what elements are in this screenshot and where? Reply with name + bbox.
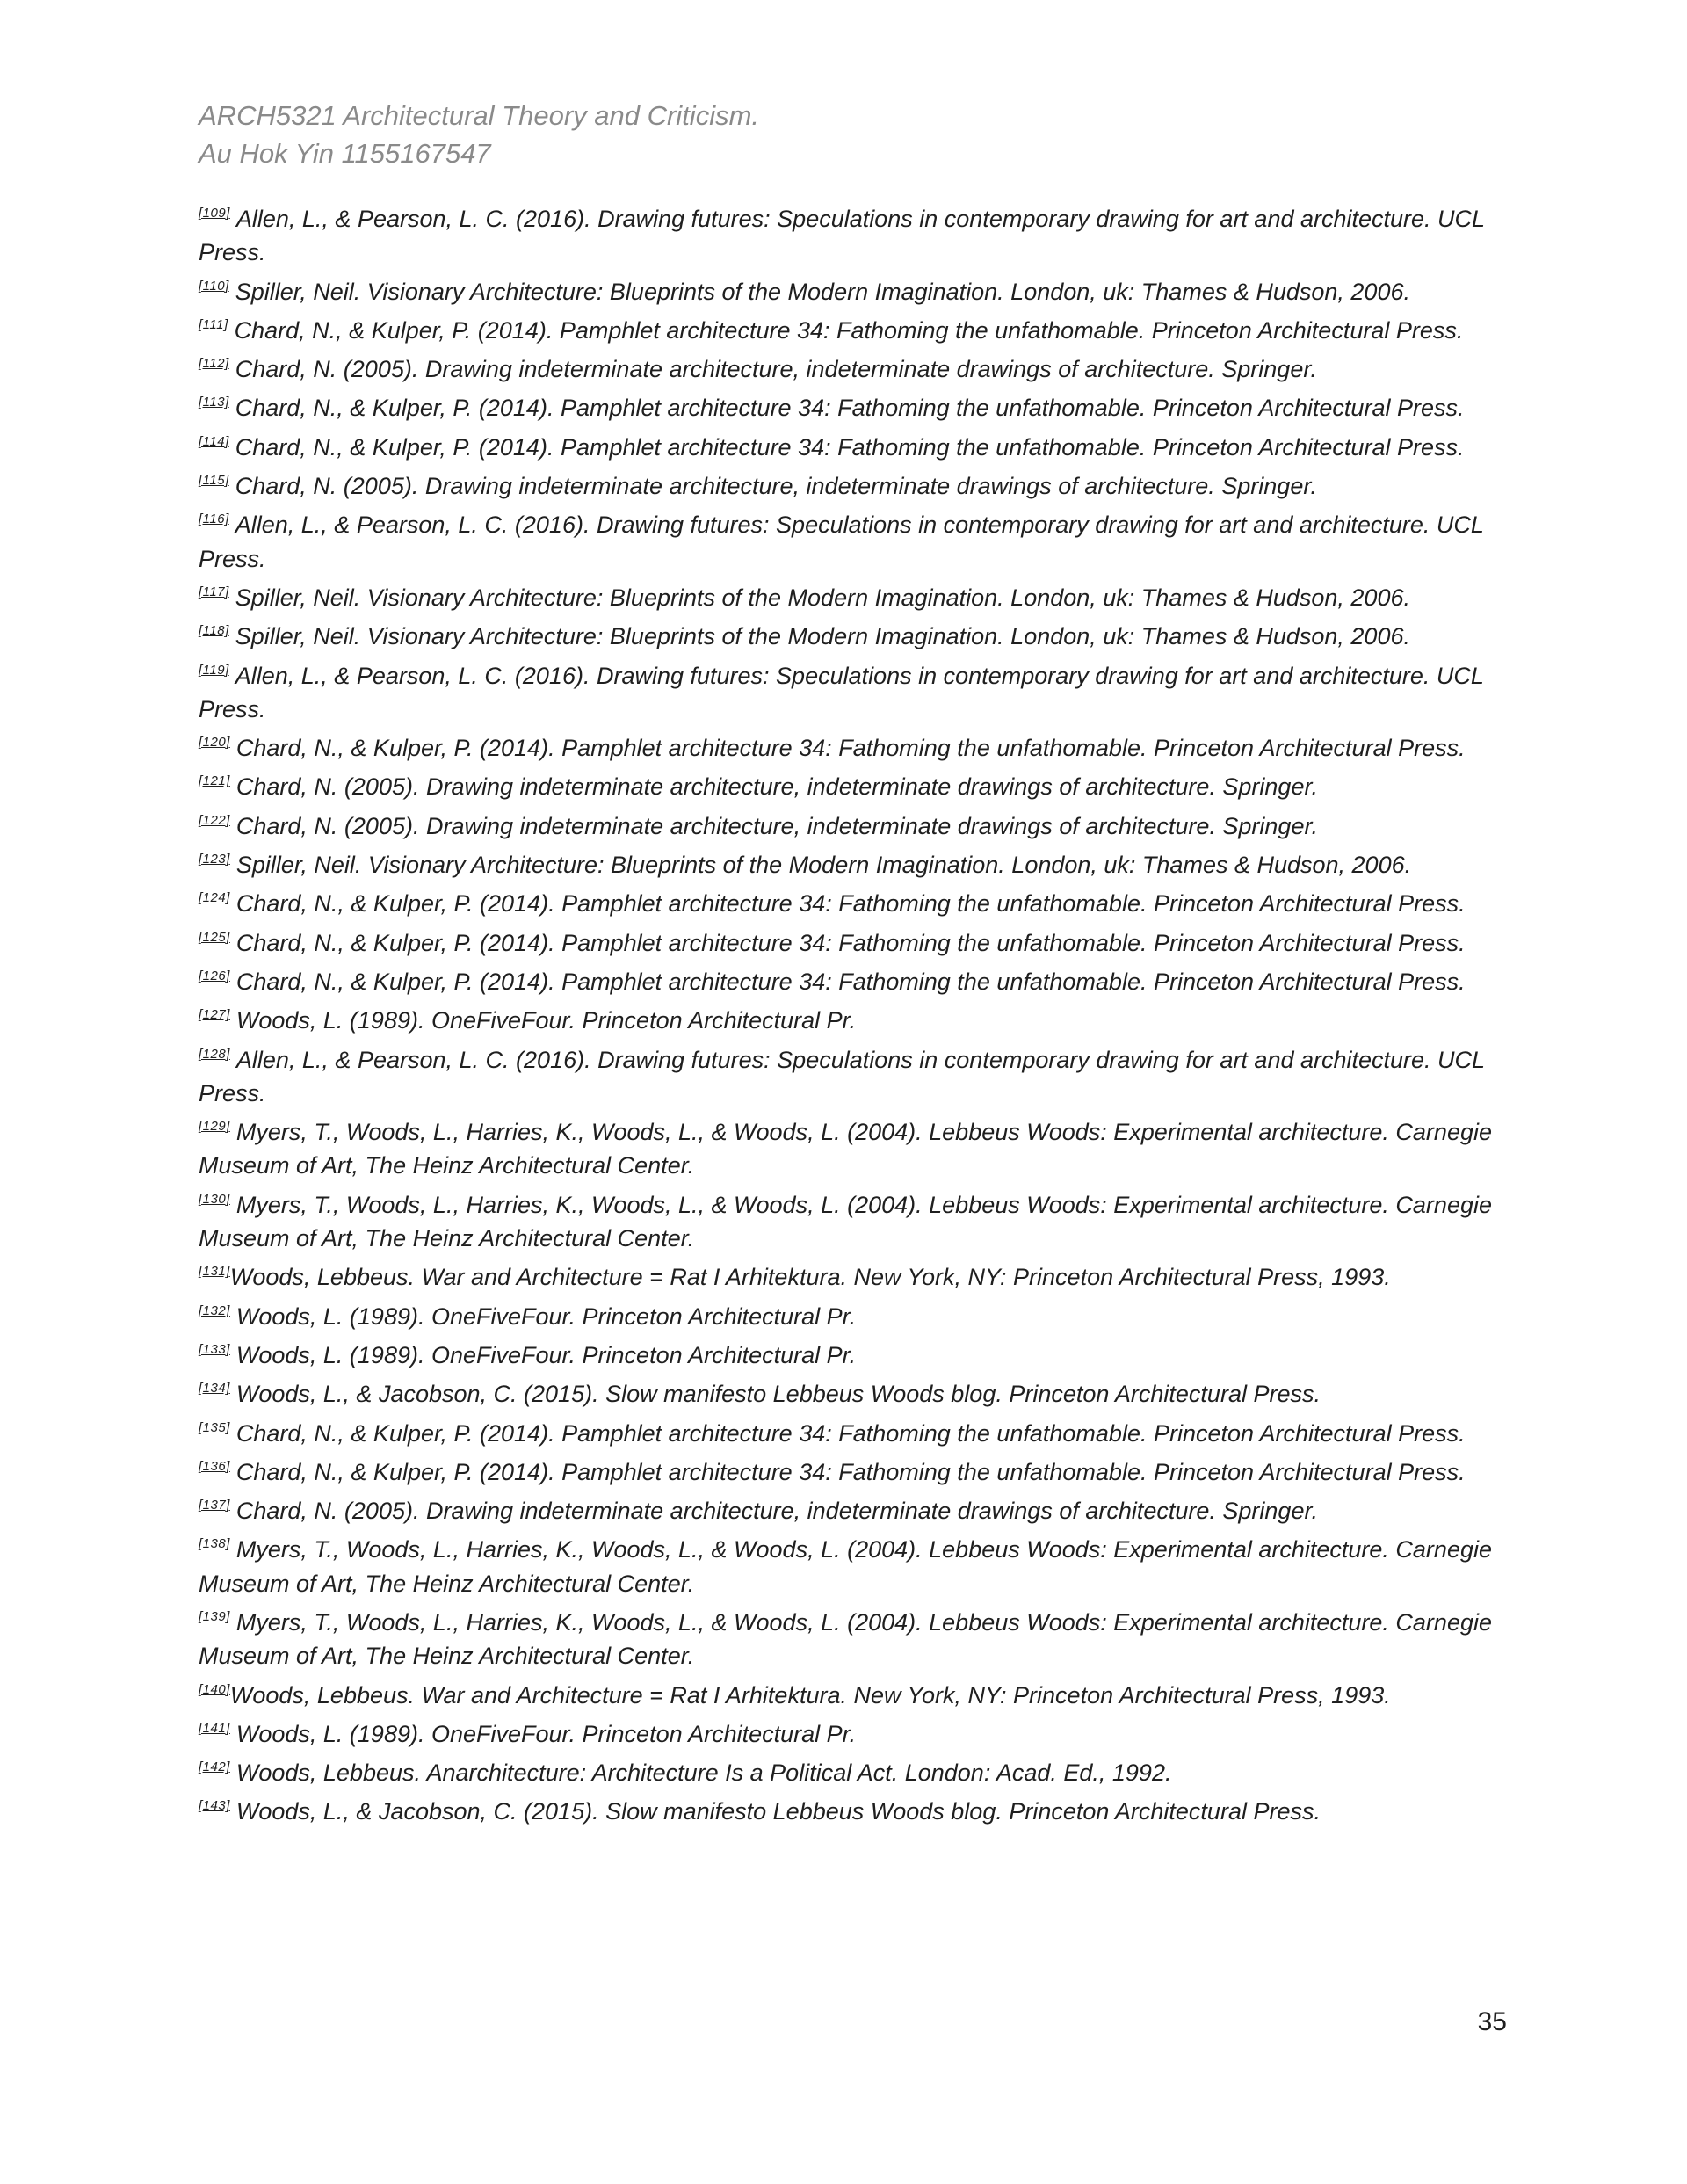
endnote-item (199, 726, 1508, 765)
endnote-number-link[interactable]: [114] (199, 433, 229, 449)
endnote-item (199, 843, 1508, 882)
endnote-number-link[interactable]: [128] (199, 1046, 230, 1062)
endnote-item (199, 1600, 1508, 1673)
endnote-number-link[interactable]: [136] (199, 1458, 230, 1474)
endnote-citation: Chard, N. (2005). Drawing indeterminate architecture, indeterminate drawings of architecture. Springer. (235, 473, 1317, 500)
endnote-item (199, 960, 1508, 998)
endnote-citation: Spiller, Neil. Visionary Architecture: Blueprints of the Modern Imagination. London, uk: Thames & Hudson, 2006. (235, 623, 1410, 650)
endnote-number-link[interactable]: [125] (199, 929, 230, 945)
endnote-number-link[interactable]: [133] (199, 1341, 230, 1357)
endnote-citation: Chard, N., & Kulper, P. (2014). Pamphlet architecture 34: Fathoming the unfathomable. Princeton Architectural Press. (235, 735, 1466, 762)
endnote-item (199, 1372, 1508, 1411)
endnote-item (199, 270, 1508, 308)
endnote-citation: Woods, L. (1989). OneFiveFour. Princeton Architectural Pr. (235, 1302, 857, 1330)
endnote-citation: Woods, Lebbeus. War and Architecture = Rat I Arhitektura. New York, NY: Princeton Architectural Press, 1993. (229, 1681, 1391, 1709)
endnote-item (199, 197, 1508, 270)
endnote-number-link[interactable]: [126] (199, 968, 230, 983)
endnote-number-link[interactable]: [143] (199, 1798, 230, 1814)
endnote-item (199, 1411, 1508, 1450)
endnote-item (199, 1255, 1508, 1294)
endnote-number-link[interactable]: [112] (199, 356, 229, 372)
endnote-citation: Spiller, Neil. Visionary Architecture: Blueprints of the Modern Imagination. London, uk: Thames & Hudson, 2006. (235, 584, 1410, 611)
endnote-item (199, 308, 1508, 347)
endnote-item (199, 1712, 1508, 1751)
endnote-number-link[interactable]: [129] (199, 1119, 230, 1135)
endnote-number-link[interactable]: [135] (199, 1419, 230, 1435)
endnote-citation: Chard, N., & Kulper, P. (2014). Pamphlet architecture 34: Fathoming the unfathomable. Princeton Architectural Press. (235, 433, 1465, 461)
endnote-item (199, 464, 1508, 503)
endnote-item (199, 1673, 1508, 1712)
endnote-number-link[interactable]: [134] (199, 1381, 230, 1397)
endnote-number-link[interactable]: [116] (199, 512, 229, 527)
endnote-number-link[interactable]: [121] (199, 773, 230, 789)
endnote-number-link[interactable]: [110] (199, 278, 229, 294)
endnote-item (199, 1450, 1508, 1489)
page-header (199, 97, 759, 172)
endnote-number-link[interactable]: [118] (199, 623, 229, 639)
endnote-item (199, 347, 1508, 386)
endnote-item (199, 1110, 1508, 1183)
endnote-number-link[interactable]: [117] (199, 584, 229, 599)
endnote-citation: Woods, Lebbeus. War and Architecture = Rat I Arhitektura. New York, NY: Princeton Architectural Press, 1993. (229, 1264, 1391, 1291)
endnote-citation: Chard, N., & Kulper, P. (2014). Pamphlet architecture 34: Fathoming the unfathomable. Princeton Architectural Press. (235, 1419, 1466, 1447)
endnote-citation: Allen, L., & Pearson, L. C. (2016). Drawing futures: Speculations in contemporary drawing for art and architecture. UCL Press. (199, 1046, 1485, 1107)
endnote-item (199, 654, 1508, 727)
endnote-citation: Chard, N. (2005). Drawing indeterminate architecture, indeterminate drawings of architecture. Springer. (235, 1498, 1318, 1525)
endnote-number-link[interactable]: [115] (199, 473, 229, 489)
endnote-item (199, 576, 1508, 614)
endnote-number-link[interactable]: [131] (199, 1264, 230, 1280)
endnote-number-link[interactable]: [140] (199, 1681, 230, 1697)
endnote-number-link[interactable]: [141] (199, 1720, 230, 1736)
endnote-number-link[interactable]: [142] (199, 1760, 230, 1775)
endnote-item (199, 1751, 1508, 1789)
endnote-citation: Chard, N., & Kulper, P. (2014). Pamphlet architecture 34: Fathoming the unfathomable. Princeton Architectural Press. (235, 1458, 1466, 1485)
page-number: 35 (1477, 2007, 1507, 2036)
endnote-number-link[interactable]: [122] (199, 812, 230, 828)
endnote-number-link[interactable]: [127] (199, 1007, 230, 1023)
endnote-citation: Woods, L., & Jacobson, C. (2015). Slow manifesto Lebbeus Woods blog. Princeton Architectural Press. (235, 1381, 1321, 1408)
endnote-number-link[interactable]: [109] (199, 206, 230, 221)
course-title: ARCH5321 Architectural Theory and Criticism. (199, 100, 760, 131)
endnote-citation: Woods, L. (1989). OneFiveFour. Princeton Architectural Pr. (235, 1720, 857, 1747)
endnote-citation: Chard, N., & Kulper, P. (2014). Pamphlet architecture 34: Fathoming the unfathomable. Princeton Architectural Press. (235, 929, 1466, 956)
endnote-item (199, 1333, 1508, 1372)
endnote-item (199, 1295, 1508, 1333)
endnote-citation: Woods, L. (1989). OneFiveFour. Princeton Architectural Pr. (235, 1007, 857, 1034)
endnote-item (199, 921, 1508, 960)
endnote-citation: Allen, L., & Pearson, L. C. (2016). Drawing futures: Speculations in contemporary drawing for art and architecture. UCL Press. (199, 662, 1484, 722)
endnote-citation: Chard, N., & Kulper, P. (2014). Pamphlet architecture 34: Fathoming the unfathomable. Princeton Architectural Press. (235, 968, 1466, 995)
endnote-number-link[interactable]: [120] (199, 735, 230, 751)
endnote-number-link[interactable]: [130] (199, 1191, 230, 1207)
author-line: Au Hok Yin 1155167547 (199, 138, 491, 169)
endnote-number-link[interactable]: [124] (199, 890, 230, 906)
endnote-citation: Woods, L. (1989). OneFiveFour. Princeton Architectural Pr. (235, 1341, 857, 1368)
endnote-citation: Chard, N., & Kulper, P. (2014). Pamphlet architecture 34: Fathoming the unfathomable. Princeton Architectural Press. (235, 395, 1465, 422)
endnote-number-link[interactable]: [113] (199, 395, 229, 410)
endnote-item (199, 1527, 1508, 1600)
endnote-item (199, 765, 1508, 803)
endnote-citation: Woods, L., & Jacobson, C. (2015). Slow manifesto Lebbeus Woods blog. Princeton Architectural Press. (235, 1798, 1321, 1825)
endnote-item (199, 882, 1508, 920)
endnote-citation: Spiller, Neil. Visionary Architecture: Blueprints of the Modern Imagination. London, uk: Thames & Hudson, 2006. (235, 852, 1412, 879)
endnote-item (199, 1789, 1508, 1828)
endnote-number-link[interactable]: [139] (199, 1608, 230, 1624)
endnote-number-link[interactable]: [132] (199, 1302, 230, 1318)
endnote-citation: Spiller, Neil. Visionary Architecture: Blueprints of the Modern Imagination. London, uk: Thames & Hudson, 2006. (235, 278, 1410, 305)
endnotes-list (199, 197, 1508, 1829)
endnote-citation: Woods, Lebbeus. Anarchitecture: Architecture Is a Political Act. London: Acad. Ed., 1992. (235, 1760, 1172, 1787)
endnote-item (199, 1183, 1508, 1256)
endnote-item (199, 1038, 1508, 1111)
endnote-item (199, 998, 1508, 1037)
endnote-citation: Chard, N., & Kulper, P. (2014). Pamphlet architecture 34: Fathoming the unfathomable. Princeton Architectural Press. (235, 890, 1466, 918)
endnote-citation: Myers, T., Woods, L., Harries, K., Woods, L., & Woods, L. (2004). Lebbeus Woods: Experimental architecture. Carnegie Museum of Art, The Heinz Architectural Center. (199, 1119, 1492, 1179)
endnote-citation: Myers, T., Woods, L., Harries, K., Woods, L., & Woods, L. (2004). Lebbeus Woods: Experimental architecture. Carnegie Museum of Art, The Heinz Architectural Center. (199, 1536, 1492, 1597)
endnote-number-link[interactable]: [111] (199, 316, 228, 332)
endnote-citation: Chard, N. (2005). Drawing indeterminate architecture, indeterminate drawings of architecture. Springer. (235, 812, 1318, 839)
endnote-citation: Chard, N., & Kulper, P. (2014). Pamphlet architecture 34: Fathoming the unfathomable. Princeton Architectural Press. (234, 316, 1464, 344)
endnote-citation: Allen, L., & Pearson, L. C. (2016). Drawing futures: Speculations in contemporary drawing for art and architecture. UCL Press. (199, 206, 1485, 266)
endnote-item (199, 386, 1508, 424)
endnote-item (199, 503, 1508, 576)
endnote-number-link[interactable]: [119] (199, 662, 229, 678)
endnote-citation: Myers, T., Woods, L., Harries, K., Woods, L., & Woods, L. (2004). Lebbeus Woods: Experimental architecture. Carnegie Museum of Art, The Heinz Architectural Center. (199, 1608, 1492, 1670)
endnote-citation: Chard, N. (2005). Drawing indeterminate architecture, indeterminate drawings of architecture. Springer. (235, 773, 1318, 801)
endnote-citation: Allen, L., & Pearson, L. C. (2016). Drawing futures: Speculations in contemporary drawing for art and architecture. UCL Press. (199, 512, 1484, 572)
endnote-item (199, 614, 1508, 653)
endnote-number-link[interactable]: [137] (199, 1498, 230, 1513)
endnote-item (199, 1489, 1508, 1527)
endnote-item (199, 804, 1508, 843)
endnote-number-link[interactable]: [138] (199, 1536, 230, 1552)
endnote-citation: Myers, T., Woods, L., Harries, K., Woods, L., & Woods, L. (2004). Lebbeus Woods: Experimental architecture. Carnegie Museum of Art, The Heinz Architectural Center. (199, 1191, 1492, 1252)
endnote-item (199, 425, 1508, 464)
endnote-number-link[interactable]: [123] (199, 852, 230, 867)
endnote-citation: Chard, N. (2005). Drawing indeterminate architecture, indeterminate drawings of architecture. Springer. (235, 356, 1317, 383)
